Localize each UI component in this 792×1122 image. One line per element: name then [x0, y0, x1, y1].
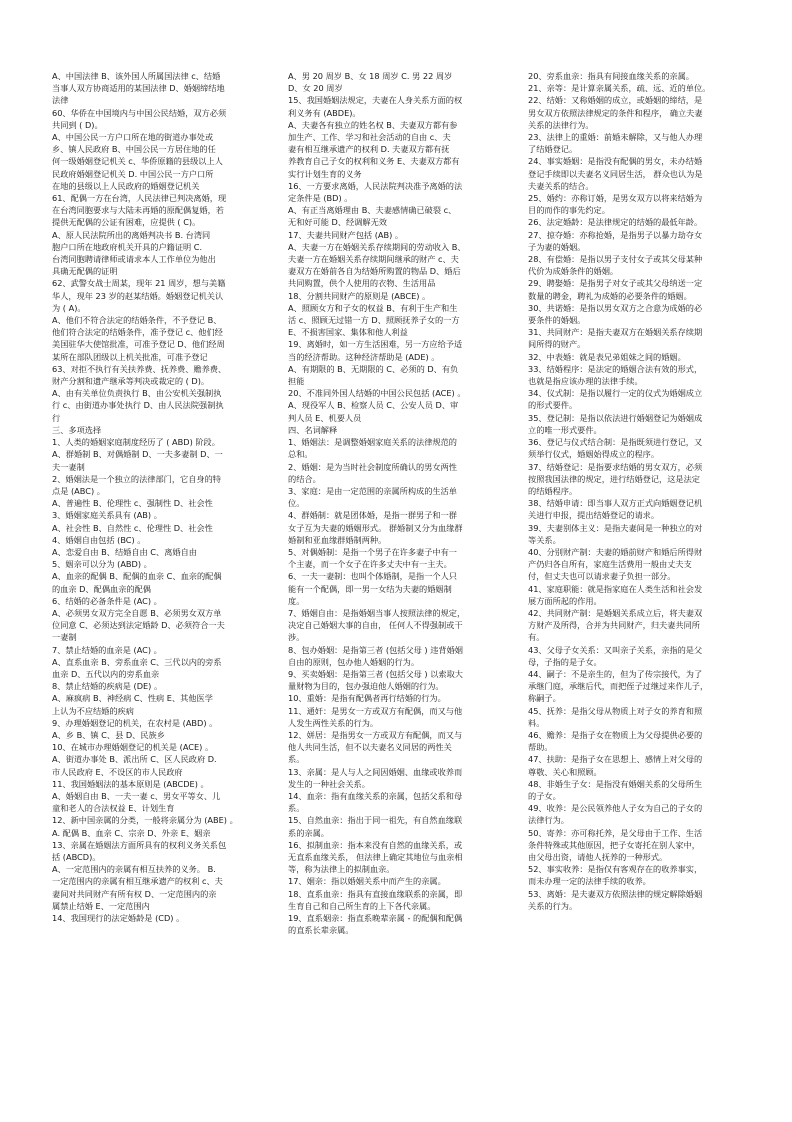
- text-line: 四、名词解释: [288, 424, 338, 435]
- text-line: 位。: [288, 498, 305, 509]
- text-line: 的直系长辈亲属。: [288, 925, 354, 936]
- text-column-middle: [288, 70, 504, 1070]
- text-line: 44、嗣子：不是亲生的，但为了传宗接代，为了: [528, 668, 703, 679]
- text-line: 法律: [52, 95, 69, 106]
- text-line: 35、登记制：是指以依法进行婚姻登记为婚姻成: [528, 412, 703, 423]
- text-line: 由父母出资，请他人抚养的一种形式。: [528, 852, 668, 862]
- text-line: 他人共同生活，但不以夫妻名义同居的两性关: [288, 742, 452, 753]
- text-line: A、中国法律 B、该外国人所属国法律 c、结婚: [52, 71, 221, 81]
- text-line: 37、结婚登记：是指要求结婚的男女双方，必须: [528, 461, 703, 472]
- text-line: 度。: [288, 595, 305, 606]
- text-line: 8、禁止结婚的疾病是 (DE) 。: [52, 681, 163, 692]
- text-line: 20、旁系血亲：指具有间接血缘关系的亲属。: [528, 71, 694, 81]
- text-line: 3、婚姻家庭关系具有 (AB) 。: [52, 510, 162, 521]
- text-line: 20、不准同外国人结婚的中国公民包括 (ACE) 。: [288, 388, 466, 399]
- text-line: 女子互为夫妻的婚姻形式。 群婚制又分为血缘群: [288, 522, 463, 533]
- text-line: 关进行申报，提出结婚登记的请求。: [528, 510, 660, 521]
- text-line: 称嗣子。: [528, 693, 561, 704]
- text-line: 5、姻亲可以分为 (ABD) 。: [52, 559, 152, 570]
- text-line: 62、武警女战士周某，现年 21 周岁，想与美籍: [52, 278, 226, 289]
- text-line: 的形式要件。: [528, 400, 578, 411]
- text-line: 等关系。: [528, 534, 561, 545]
- text-line: 妻间对共同财产有所有权 D、一定范围内的亲: [52, 888, 217, 899]
- text-line: 而未办理一定的法律手续的收养。: [528, 876, 651, 887]
- text-line: 28、有偿婚：是指以男子支付女子或其父母某种: [528, 254, 703, 265]
- text-line: 婚制和亚血缘群婚制两种。: [288, 534, 387, 545]
- text-line: 法律行为。: [528, 815, 569, 826]
- text-line: 夫一妻制: [52, 461, 85, 472]
- text-line: A、照顾女方和子女的权益 B、有利于生产和生: [288, 302, 458, 313]
- text-line: 承继门庭，承继后代，而把侄子过继过来作儿子，: [528, 681, 709, 692]
- document-page: [52, 70, 752, 1070]
- text-line: 行 c、由街道办事处执行 D、由人民法院强制执: [52, 400, 224, 411]
- text-line: 美国驻华大使馆批准，可准予登记 D、他们经周: [52, 339, 225, 350]
- text-line: 活 c、照顾无过错一方 D、照顾抚养子女的一方: [288, 315, 460, 326]
- text-line: 涉。: [288, 632, 305, 643]
- text-line: 尊敬、关心和照顾。: [528, 766, 602, 777]
- text-line: 关系的法律行为。: [528, 119, 594, 130]
- text-line: 的结合。: [288, 473, 321, 484]
- text-line: 2、婚姻：是为当时社会制度所确认的男女两性: [288, 461, 457, 472]
- text-line: 6、结婚的必备条件是 (AC) 。: [52, 595, 162, 606]
- text-line: 位同意 C、必须达到法定婚龄 D、必须符合一夫: [52, 620, 225, 631]
- text-line: 系。: [288, 803, 305, 814]
- text-line: 决定自己婚姻大事的自由， 任何人不得强制或干: [288, 620, 463, 631]
- text-line: 担能: [288, 376, 305, 387]
- text-line: 量财物为目的，包办强迫他人婚姻的行为。: [288, 681, 444, 692]
- text-line: 童和老人的合法权益 E、计划生育: [52, 803, 175, 814]
- text-line: 须举行仪式，婚姻始得成立的程序。: [528, 449, 660, 460]
- text-line: 等，称为法律上的拟制血亲。: [288, 864, 395, 875]
- text-line: 提供无配偶的公证有困难，应提供 ( C)。: [52, 217, 201, 228]
- text-line: 27、掠夺婚：亦称抢婚，是指男子以暴力劫夺女: [528, 229, 703, 240]
- text-line: 无和好可能 D、经调解无效: [288, 217, 387, 228]
- text-line: 4、婚姻自由包括 (BC) 。: [52, 534, 146, 545]
- text-line: E、不损害国家、集体和他人利益: [288, 327, 408, 338]
- text-line: 产仍归各自所有，家庭生活费用一般由丈夫支: [528, 559, 692, 570]
- text-line: 妻有相互继承遗产的权利 D. 夫妻双方都有抚: [288, 144, 450, 155]
- text-line: 民政府婚姻登记机关 D. 中国公民一方户口所: [52, 168, 214, 179]
- text-line: 2、婚姻法是一个独立的法律部门，它自身的特: [52, 473, 221, 484]
- text-line: 32、中表婚：就是表兄弟姐妹之间的婚姻。: [528, 351, 686, 362]
- text-line: 19、直系姻亲：指直系晚辈亲属 - 的配偶和配偶: [288, 913, 463, 924]
- text-line: 关系的行为。: [528, 900, 578, 911]
- text-line: 乡、镇人民政府 B、中国公民一方居住地的任: [52, 144, 216, 155]
- text-column-left: [52, 70, 268, 1070]
- text-line: 间所得的财产。: [528, 339, 586, 350]
- text-line: 了结婚登记。: [528, 144, 578, 155]
- text-line: 15、自然血亲：指出于同一祖先，有自然血缘联: [288, 815, 463, 826]
- text-line: 实行计划生育的义务: [288, 168, 362, 179]
- text-line: 7、婚姻自由：是指婚姻当事人按照法律的规定，: [288, 607, 466, 618]
- text-line: 46、赡养：是指子女在物质上为父母提供必要的: [528, 729, 703, 740]
- text-line: 50、寄养：亦可称托养，是父母由于工作、生活: [528, 827, 703, 838]
- text-line: A、夫妻一方在婚姻关系存续期间的劳动收入 B、: [288, 241, 466, 252]
- text-line: 31、共同财产：是指夫妻双方在婚姻关系存续期: [528, 327, 703, 338]
- text-line: 49、收养：是公民领养他人子女为自己的子女的: [528, 803, 703, 814]
- text-line: 48、非婚生子女：是指没有婚姻关系的父母所生: [528, 778, 703, 789]
- text-line: 能有一个配偶，即一男一女结为夫妻的婚姻制: [288, 583, 452, 594]
- text-line: 12、姘居：是指男女一方或双方有配偶，而又与: [288, 729, 463, 740]
- text-line: 夫妻一方在婚姻关系存续期间继承的财产 c、夫: [288, 254, 459, 265]
- text-line: 共同购置，供个人使用的衣物、生活用品: [288, 278, 436, 289]
- text-line: 市人民政府 E、不设区的市人民政府: [52, 766, 183, 777]
- text-line: 30、共诺婚：是指以男女双方之合意为成婚的必: [528, 302, 703, 313]
- text-line: 33、结婚程序：是法定的婚姻合法有效的形式，: [528, 363, 703, 374]
- text-line: 14、我国现行的法定婚龄是 (CD) 。: [52, 913, 185, 924]
- text-line: A、由有关单位负责执行 B、由公安机关强制执: [52, 388, 222, 399]
- text-line: A、麻疯病 B、神经病 C、性病 E、其他医学: [52, 693, 213, 704]
- text-line: 29、聘娶婚：是指男子对女子或其父母纳送一定: [528, 278, 703, 289]
- text-line: 在地的县级以上人民政府的婚姻登记机关: [52, 180, 200, 191]
- text-line: 39、夫妻别体主义：是指夫妻间是一种独立的对: [528, 522, 703, 533]
- text-line: 当的经济帮助。这种经济帮助是 (ADE) 。: [288, 351, 440, 362]
- text-line: A、夫妻各有独立的姓名权 B、夫妻双方都有参: [288, 119, 458, 130]
- text-line: 7、禁止结婚的血亲是 (AC) 。: [52, 644, 162, 655]
- text-line: 3、家庭：是由一定范围的亲属所构成的生活单: [288, 485, 457, 496]
- text-line: 定条件是 (BD) 。: [288, 193, 353, 204]
- text-line: 也就是指应该办理的法律手续。: [528, 376, 643, 387]
- text-line: A、直系血亲 B、旁系血亲 C、三代以内的旁系: [52, 656, 222, 667]
- text-line: 何一级婚姻登记机关 c、华侨原籍的县级以上人: [52, 156, 223, 167]
- text-line: 43、父母子女关系：又叫亲子关系，亲指的是父: [528, 644, 703, 655]
- text-line: A、群婚制 B、对偶婚制 D、一夫多妻制 D、一: [52, 449, 223, 460]
- text-line: 21、亲等：是计算亲属关系，疏、远、近的单位。: [528, 83, 711, 94]
- text-line: 要条件的婚姻。: [528, 315, 586, 326]
- text-line: 他们符合法定的结婚条件，准予登记 c、他们经: [52, 327, 223, 338]
- text-line: 料。: [528, 717, 545, 728]
- text-line: A、一定范围内的亲属有相互扶养的义务。 B.: [52, 864, 216, 875]
- text-line: 括 (ABCD)。: [52, 852, 101, 862]
- text-line: 代价为成婚条件的婚姻。: [528, 266, 619, 277]
- text-line: 财产分割和遗产继承等判决或裁定的 ( D)。: [52, 376, 210, 387]
- text-line: 8、包办婚姻：是指第三者 (包括父母 ) 违背婚姻: [288, 644, 463, 655]
- text-line: 上认为不应结婚的疾病: [52, 705, 134, 716]
- text-line: 14、血亲：指有血缘关系的亲属，包括父系和母: [288, 790, 463, 801]
- text-line: 15、我国婚姻法规定，夫妻在人身关系方面的权: [288, 95, 463, 106]
- text-line: 发生的一种社会关系。: [288, 778, 370, 789]
- text-line: D、女 20 周岁: [288, 83, 343, 94]
- text-line: 展方面所起的作用。: [528, 595, 602, 606]
- text-line: 一定范围内的亲属有相互继承遗产的权利 c、夫: [52, 876, 223, 887]
- text-line: 有。: [528, 632, 545, 643]
- text-line: 方财产及所得，合并为共同财产，归夫妻共同所: [528, 620, 700, 631]
- text-line: A、恋爱自由 B、结婚自由 C、离婚自由: [52, 546, 197, 557]
- text-line: 40、分别财产制：夫妻的婚前财产和婚后所得财: [528, 546, 703, 557]
- text-line: A、社会性 B、自然性 c、伦理性 D、社会性: [52, 522, 213, 533]
- text-line: 1、婚姻法：是调整婚姻家庭关系的法律规范的: [288, 437, 457, 448]
- text-line: 25、婚约：亦称订婚，是男女双方以将来结婚为: [528, 193, 703, 204]
- text-line: 判人员 E、机要人员: [288, 412, 362, 423]
- text-line: 24、事实婚姻：是指没有配偶的男女，未办结婚: [528, 156, 703, 167]
- text-line: 17、姻亲：指以婚姻关系中而产生的亲属。: [288, 876, 446, 887]
- text-line: 数量的聘金，聘礼为成婚的必要条件的婚姻。: [528, 290, 692, 301]
- text-line: 的子女。: [528, 790, 561, 801]
- text-line: A、男 20 周岁 B、女 18 周岁 C. 男 22 周岁: [288, 71, 453, 81]
- text-line: 胞户口所在地政府机关开具的户籍证明 C.: [52, 241, 203, 252]
- text-line: A、必须男女双方完全自愿 B、必须男女双方单: [52, 607, 222, 618]
- text-line: 11、通奸：是男女一方或双方有配偶，而又与他: [288, 705, 463, 716]
- text-line: 一妻制: [52, 632, 77, 643]
- text-line: A、有正当离婚理由 B、夫妻感情确已破裂 c、: [288, 205, 457, 216]
- text-line: 血亲 D、五代以内的旁系血亲: [52, 668, 160, 679]
- text-line: 为 ( A)。: [52, 302, 86, 313]
- text-line: A、街道办事处 B、派出所 C、区人民政府 D.: [52, 754, 217, 765]
- text-line: 38、结婚申请：即当事人双方正式向婚姻登记机: [528, 498, 703, 509]
- text-line: 23、法律上的重婚：前婚未解除，又与他人办理: [528, 132, 703, 143]
- text-line: 条件特殊或其他原因，把子女寄托在别人家中，: [528, 839, 700, 850]
- text-line: A、婚姻自由 B、一夫一妻 c、男女平等女、儿: [52, 790, 221, 801]
- text-line: 台湾同胞聘请律师或请求本人工作单位为他出: [52, 254, 216, 265]
- text-line: 共同到 ( D)。: [52, 119, 103, 130]
- text-line: 夫妻关系的结合。: [528, 180, 594, 191]
- text-line: 某所在部队团级以上机关批准，可准予登记: [52, 351, 208, 362]
- text-line: A、中国公民一方户口所在地的街道办事处或: [52, 132, 214, 143]
- text-line: 5、对偶婚制：是指一个男子在许多妻子中有一: [288, 546, 457, 557]
- text-line: 11、我国婚姻法的基本原则是 (ABCDE) 。: [52, 778, 209, 789]
- text-line: 53、离婚：是夫妻双方依照法律的规定解除婚姻: [528, 888, 703, 899]
- text-line: 13、亲属：是人与人之间因婚姻、血缘或收养而: [288, 766, 463, 777]
- text-line: 63、对拒不执行有关扶养费、抚养费、赡养费、: [52, 363, 227, 374]
- text-line: 个主妻，而一个女子在许多丈夫中有一主夫。: [288, 559, 452, 570]
- text-line: 行: [52, 412, 61, 423]
- text-line: 18、分割共同财产的原则是 (ABCE) 。: [288, 290, 431, 301]
- text-line: 13、亲属在婚姻法方面所具有的权利义务关系包: [52, 839, 227, 850]
- text-line: 帮助。: [528, 742, 553, 753]
- text-line: 17、夫妻共同财产包括 (AB) 。: [288, 229, 404, 240]
- text-line: 6、一夫一妻制：也叫个体婚制，是指一个人只: [288, 571, 457, 582]
- text-line: 45、抚养：是指父母从物质上对子女的养育和照: [528, 705, 703, 716]
- text-line: 华人，现年 23 岁的赵某结婚。婚姻登记机关认: [52, 290, 224, 301]
- text-line: 目的而作的事先约定。: [528, 205, 610, 216]
- text-line: 总和。: [288, 449, 313, 460]
- text-line: 的结婚程序。: [528, 485, 578, 496]
- text-line: 加生产、工作、学习和社会活动的自由 c、夫: [288, 132, 451, 143]
- text-line: 19、离婚时，如一方生活困难，另一方应给予适: [288, 339, 463, 350]
- text-line: 22、结婚：又称婚姻的成立，或婚姻的缔结，是: [528, 95, 703, 106]
- text-line: 利义务有 (ABDE)。: [288, 107, 361, 118]
- text-line: 16、拟制血亲：指本来没有自然的血缘关系，或: [288, 839, 463, 850]
- text-column-right: [528, 70, 744, 1070]
- text-line: A、血亲的配偶 B、配偶的血亲 C、血亲的配偶: [52, 571, 222, 582]
- text-line: A、他们不符合法定的结婚条件，不予登记 B、: [52, 315, 222, 326]
- text-line: 母，子指的是子女。: [528, 656, 602, 667]
- text-line: 立的唯一形式要件。: [528, 424, 602, 435]
- text-line: 10、重婚：是指有配偶者再行结婚的行为。: [288, 693, 446, 704]
- text-line: 付，但丈夫也可以请求妻子负担一部分。: [528, 571, 676, 582]
- text-line: 自由的原则，包办他人婚姻的行为。: [288, 656, 420, 667]
- text-line: 42、共同财产制：是婚姻关系成立后，将夫妻双: [528, 607, 703, 618]
- text-line: A、原人民法院所出的离婚判决书 B. 台湾同: [52, 229, 211, 240]
- text-line: A、现役军人 B、检察人员 C、公安人员 D、审: [288, 400, 459, 411]
- text-line: 生育自己和自己所生育的上下各代亲属。: [288, 900, 436, 911]
- text-line: 10、在城市办理婚姻登记的机关是 (ACE) 。: [52, 742, 214, 753]
- text-line: A、普遍性 B、伦理性 c、强制性 D、社会性: [52, 498, 213, 509]
- text-line: 60、华侨在中国境内与中国公民结婚，双方必须: [52, 107, 227, 118]
- text-line: 妻双方在婚前各自为结婚所购置的物品 D、婚后: [288, 266, 461, 277]
- text-line: 的血亲 D、配偶血亲的配偶: [52, 583, 151, 594]
- text-line: 61、配偶一方在台湾，人民法律已判决离婚，现: [52, 193, 227, 204]
- text-line: 按照我国法律的规定，进行结婚登记，这是法定: [528, 473, 700, 484]
- text-line: A、乡 B、镇 C、县 D、民族乡: [52, 729, 165, 740]
- text-line: 男女双方依照法律规定的条件和程序， 确立夫妻: [528, 107, 703, 118]
- text-line: 登记手续即以夫妻名义同居生活， 群众也认为是: [528, 168, 703, 179]
- text-line: 12、新中国亲属的分类，一般将亲属分为 (ABE) 。: [52, 815, 238, 826]
- text-line: 在台湾同胞要求与大陆未再婚的原配偶复婚，若: [52, 205, 224, 216]
- text-line: 41、家庭职能：就是指家庭在人类生活和社会发: [528, 583, 703, 594]
- text-line: 点是 (ABC) 。: [52, 485, 105, 496]
- text-line: A. 配偶 B、血亲 C、宗亲 D、外亲 E、姻亲: [52, 827, 211, 838]
- text-line: A、有期限的 B、无期限的 C、必须的 D、有负: [288, 363, 459, 374]
- text-line: 47、扶助：是指子女在思想上、感情上对父母的: [528, 754, 703, 765]
- text-line: 无直系血缘关系， 但法律上确定其地位与血亲相: [288, 852, 463, 862]
- text-line: 属禁止结婚 E、一定范围内: [52, 900, 150, 911]
- text-line: 子为妻的婚姻。: [528, 241, 586, 252]
- text-line: 34、仪式制：是指以履行一定的仪式为婚姻成立: [528, 388, 703, 399]
- text-line: 1、人类的婚姻家庭制度经历了 ( ABD) 阶段。: [52, 437, 220, 448]
- text-line: 养教育自己子女的权利和义务 E、夫妻双方都有: [288, 156, 460, 167]
- text-line: 人发生两性关系的行为。: [288, 717, 379, 728]
- text-line: 4、群婚制：就是团体婚，是指一群男子和一群: [288, 510, 457, 521]
- text-line: 9、办理婚姻登记的机关，在农村是 (ABD) 。: [52, 717, 218, 728]
- text-line: 系的亲属。: [288, 827, 329, 838]
- text-line: 三、多项选择: [52, 424, 102, 435]
- text-line: 具确无配偶的证明: [52, 266, 118, 277]
- text-line: 18、直系血亲：指具有直接血缘联系的亲属，即: [288, 888, 463, 899]
- text-line: 系。: [288, 754, 305, 765]
- text-line: 52、事实收养：是指仅有客观存在的收养事实，: [528, 864, 703, 875]
- text-line: 9、买卖婚姻：是指第三者 (包括父母 ) 以索取大: [288, 668, 463, 679]
- text-line: 36、登记与仪式结合制：是指既须进行登记，又: [528, 437, 703, 448]
- text-line: 当事人双方协商适用的某国法律 D、婚姻缔结地: [52, 83, 225, 94]
- text-line: 16、一方要求离婚，人民法院判决准予离婚的法: [288, 180, 463, 191]
- text-line: 26、法定婚龄：是法律规定的结婚的最低年龄。: [528, 217, 703, 228]
